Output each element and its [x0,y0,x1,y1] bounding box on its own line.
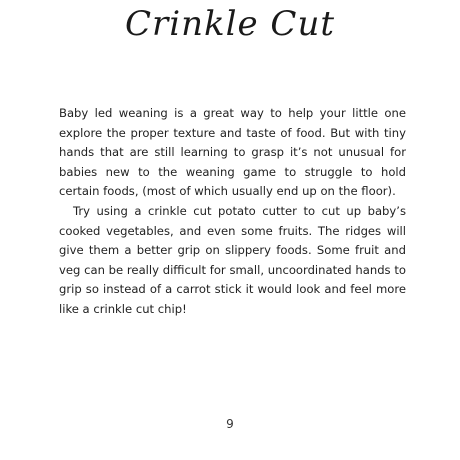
paragraph-1: Baby led weaning is a great way to help your little one explore the proper texture and taste of food. But with tiny hands that are still learning to grasp it’s not unusual for babies new to the weaning game to struggle to hold certain foods, (most of which usually end up on the floor). [59,106,406,199]
paragraph-2: Try using a crinkle cut potato cutter to cut up baby’s cooked vegetables, and even some fruits. The ridges will give them a better grip on slippery foods. Some fruit and veg can be really difficult for small, uncoordinated hands to grip so instead of a carrot stick it would look and feel more like a crinkle cut chip! [59,203,406,316]
page-number: 9 [226,417,234,431]
page-title: Crinkle Cut [124,4,336,44]
body-text [59,104,406,320]
